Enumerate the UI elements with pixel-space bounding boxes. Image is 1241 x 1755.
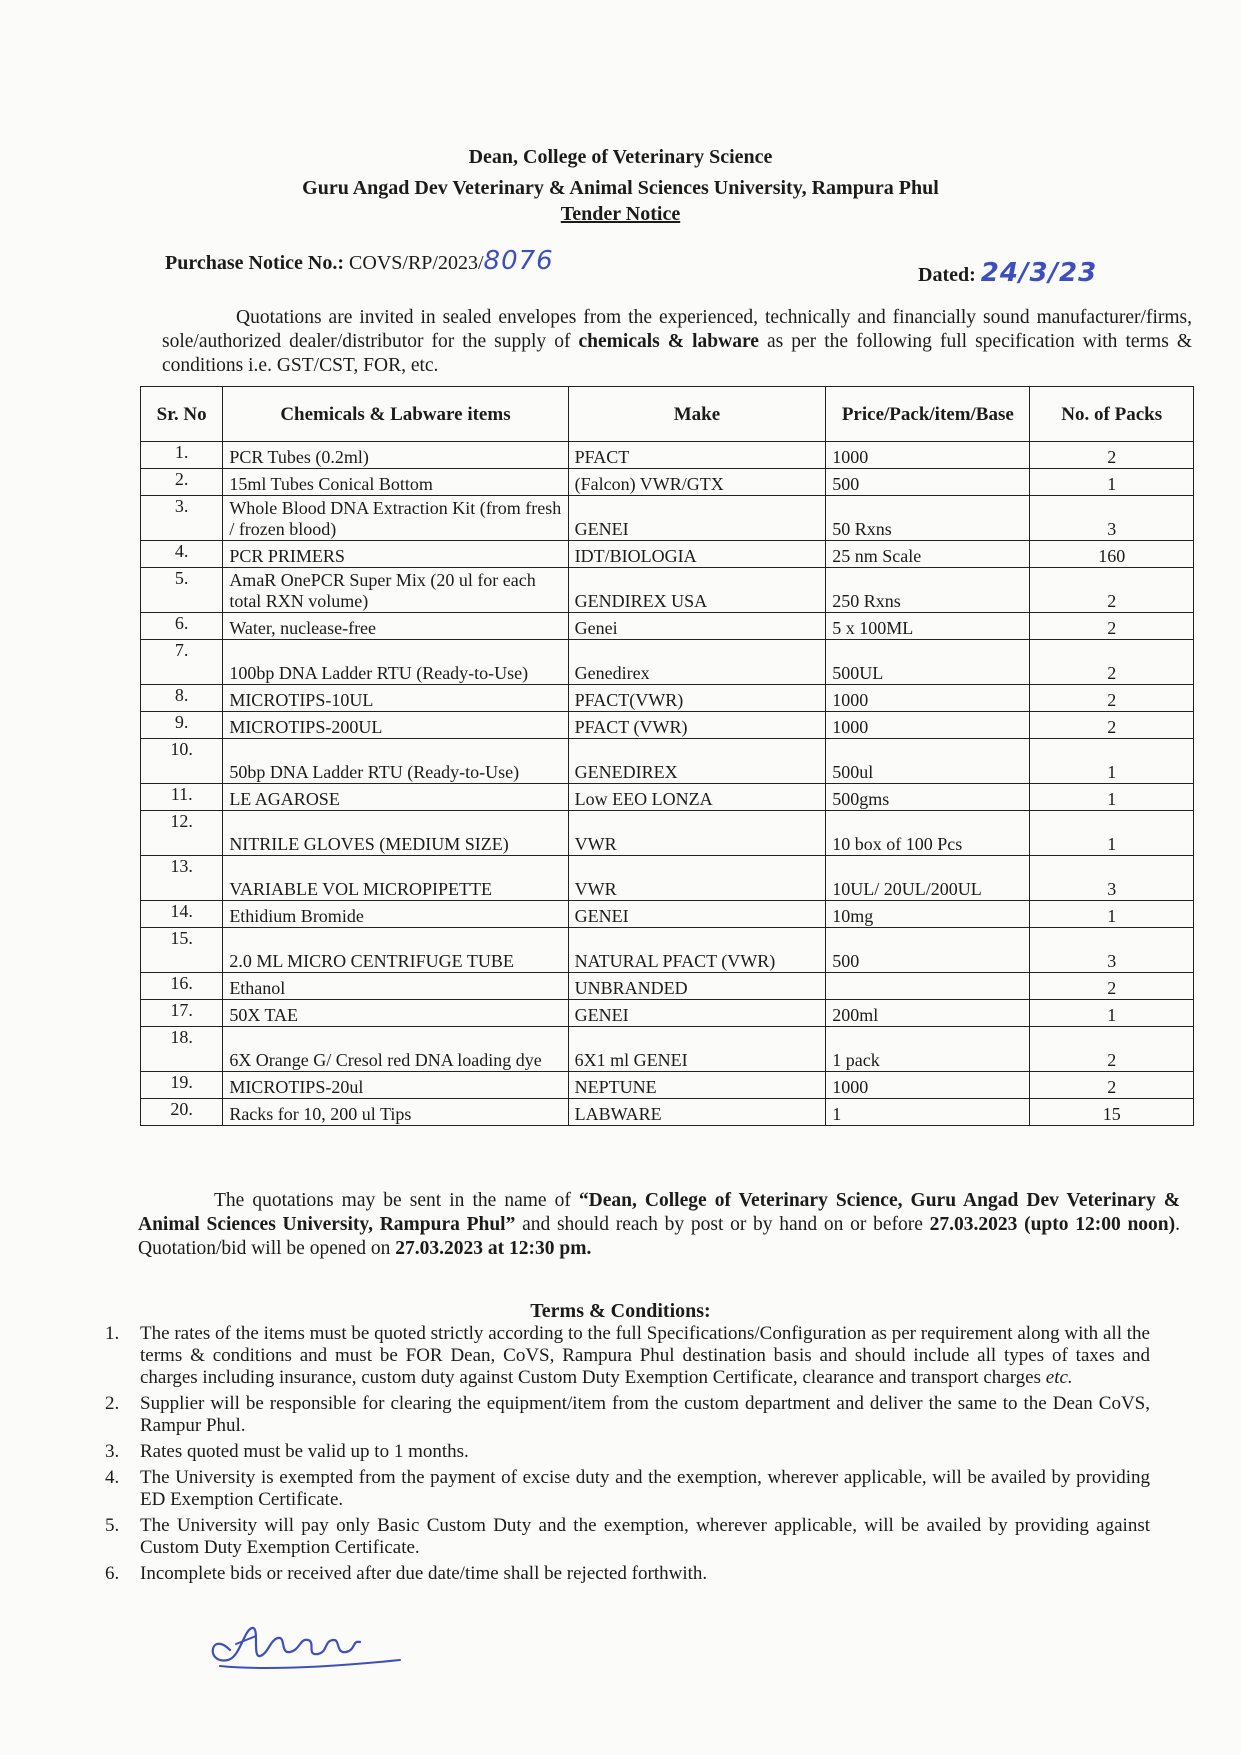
cell-item: Ethanol bbox=[223, 973, 568, 1000]
term-number: 6. bbox=[105, 1563, 120, 1584]
cell-packs: 15 bbox=[1030, 1099, 1194, 1126]
cell-sr: 17. bbox=[141, 1000, 223, 1027]
cell-price: 500ul bbox=[826, 739, 1030, 784]
dated-label: Dated: bbox=[918, 264, 976, 286]
list-item bbox=[105, 1323, 1150, 1389]
table-row bbox=[141, 712, 1194, 739]
header-price: Price/Pack/item/Base bbox=[826, 387, 1030, 442]
cell-price: 250 Rxns bbox=[826, 568, 1030, 613]
term-text: The University will pay only Basic Custom Duty and the exemption, wherever applicable, will be availed by providing against Custom Duty Exemption Certificate. bbox=[140, 1515, 1150, 1558]
cell-packs: 1 bbox=[1030, 901, 1194, 928]
cell-make: Genedirex bbox=[568, 640, 826, 685]
cell-make: UNBRANDED bbox=[568, 973, 826, 1000]
date-line bbox=[918, 258, 1097, 288]
cell-item: MICROTIPS-200UL bbox=[223, 712, 568, 739]
terms-list bbox=[105, 1323, 1150, 1589]
cell-make: NATURAL PFACT (VWR) bbox=[568, 928, 826, 973]
cell-make: (Falcon) VWR/GTX bbox=[568, 469, 826, 496]
table-row bbox=[141, 1000, 1194, 1027]
intro-paragraph bbox=[162, 306, 1192, 378]
cell-sr: 9. bbox=[141, 712, 223, 739]
header-line-1: Dean, College of Veterinary Science bbox=[468, 146, 773, 168]
cell-item: NITRILE GLOVES (MEDIUM SIZE) bbox=[223, 811, 568, 856]
table-row bbox=[141, 811, 1194, 856]
cell-packs: 2 bbox=[1030, 613, 1194, 640]
cell-make: PFACT(VWR) bbox=[568, 685, 826, 712]
quote-deadline: 27.03.2023 (upto 12:00 noon) bbox=[929, 1214, 1176, 1235]
table-row bbox=[141, 1027, 1194, 1072]
cell-price: 25 nm Scale bbox=[826, 541, 1030, 568]
cell-make: NEPTUNE bbox=[568, 1072, 826, 1099]
purchase-notice-prefix: COVS/RP/2023/ bbox=[349, 252, 484, 274]
cell-packs: 1 bbox=[1030, 784, 1194, 811]
signature bbox=[200, 1610, 420, 1685]
cell-make: GENDIREX USA bbox=[568, 568, 826, 613]
cell-make: VWR bbox=[568, 811, 826, 856]
cell-sr: 3. bbox=[141, 496, 223, 541]
cell-sr: 19. bbox=[141, 1072, 223, 1099]
table-row bbox=[141, 613, 1194, 640]
table-row bbox=[141, 1072, 1194, 1099]
cell-sr: 6. bbox=[141, 613, 223, 640]
cell-make: VWR bbox=[568, 856, 826, 901]
header-packs: No. of Packs bbox=[1030, 387, 1194, 442]
cell-make: GENEI bbox=[568, 901, 826, 928]
cell-sr: 4. bbox=[141, 541, 223, 568]
term-number: 4. bbox=[105, 1467, 120, 1488]
cell-make: PFACT (VWR) bbox=[568, 712, 826, 739]
list-item bbox=[105, 1467, 1150, 1511]
cell-sr: 1. bbox=[141, 442, 223, 469]
cell-price: 1000 bbox=[826, 712, 1030, 739]
list-item bbox=[105, 1515, 1150, 1559]
cell-packs: 2 bbox=[1030, 568, 1194, 613]
term-number: 3. bbox=[105, 1441, 120, 1462]
table-row bbox=[141, 784, 1194, 811]
cell-packs: 2 bbox=[1030, 640, 1194, 685]
cell-price: 1 pack bbox=[826, 1027, 1030, 1072]
header-items: Chemicals & Labware items bbox=[223, 387, 568, 442]
cell-price: 1 bbox=[826, 1099, 1030, 1126]
cell-make: PFACT bbox=[568, 442, 826, 469]
cell-sr: 15. bbox=[141, 928, 223, 973]
table-row bbox=[141, 541, 1194, 568]
cell-price: 50 Rxns bbox=[826, 496, 1030, 541]
cell-packs: 3 bbox=[1030, 856, 1194, 901]
cell-price: 500 bbox=[826, 469, 1030, 496]
cell-packs: 3 bbox=[1030, 496, 1194, 541]
table-row bbox=[141, 928, 1194, 973]
term-text: The rates of the items must be quoted strictly according to the full Specifications/Configuration as per requirement along with all the terms & conditions and must be FOR Dean, CoVS, Rampura Phul destination basis and should include all types of taxes and charges including insurance, custom duty against Custom Duty Exemption Certificate, clearance and transport charges bbox=[140, 1323, 1150, 1388]
table-row bbox=[141, 568, 1194, 613]
cell-make: LABWARE bbox=[568, 1099, 826, 1126]
cell-packs: 2 bbox=[1030, 685, 1194, 712]
table-row bbox=[141, 685, 1194, 712]
quote-opening: 27.03.2023 at 12:30 pm. bbox=[395, 1238, 592, 1259]
term-number: 1. bbox=[105, 1323, 120, 1344]
quote-text-2: and should reach by post or by hand on or before bbox=[522, 1214, 923, 1235]
signature-scribble-icon bbox=[200, 1610, 420, 1680]
cell-sr: 16. bbox=[141, 973, 223, 1000]
purchase-notice-label: Purchase Notice No.: bbox=[165, 252, 345, 274]
table-header-row bbox=[141, 387, 1194, 442]
cell-packs: 1 bbox=[1030, 1000, 1194, 1027]
cell-item: Whole Blood DNA Extraction Kit (from fresh / frozen blood) bbox=[223, 496, 568, 541]
cell-sr: 8. bbox=[141, 685, 223, 712]
cell-price: 1000 bbox=[826, 685, 1030, 712]
table-row bbox=[141, 973, 1194, 1000]
cell-packs: 160 bbox=[1030, 541, 1194, 568]
quote-addressee: “Dean, College of Veterinary Science, Guru Angad Dev Veterinary & Animal Sciences University, Rampura Phul” bbox=[138, 1190, 1181, 1235]
term-number: 2. bbox=[105, 1393, 120, 1414]
cell-sr: 20. bbox=[141, 1099, 223, 1126]
cell-sr: 12. bbox=[141, 811, 223, 856]
table-row bbox=[141, 469, 1194, 496]
terms-title: Terms & Conditions: bbox=[530, 1300, 711, 1322]
handwritten-date: 24/3/23 bbox=[980, 258, 1098, 288]
cell-item: MICROTIPS-20ul bbox=[223, 1072, 568, 1099]
cell-item: 50X TAE bbox=[223, 1000, 568, 1027]
term-text: Rates quoted must be valid up to 1 months. bbox=[140, 1441, 469, 1462]
header-line-2: Guru Angad Dev Veterinary & Animal Sciences University, Rampura Phul bbox=[302, 177, 939, 199]
cell-price: 10mg bbox=[826, 901, 1030, 928]
cell-packs: 1 bbox=[1030, 469, 1194, 496]
cell-make: Low EEO LONZA bbox=[568, 784, 826, 811]
cell-packs: 2 bbox=[1030, 973, 1194, 1000]
cell-packs: 1 bbox=[1030, 739, 1194, 784]
cell-sr: 13. bbox=[141, 856, 223, 901]
cell-price: 10UL/ 20UL/200UL bbox=[826, 856, 1030, 901]
term-tail: etc. bbox=[1045, 1367, 1073, 1388]
table-row bbox=[141, 640, 1194, 685]
cell-item: Racks for 10, 200 ul Tips bbox=[223, 1099, 568, 1126]
cell-packs: 1 bbox=[1030, 811, 1194, 856]
purchase-notice-number bbox=[165, 246, 554, 276]
header-make: Make bbox=[568, 387, 826, 442]
handwritten-notice-number: 8076 bbox=[483, 246, 554, 276]
list-item bbox=[105, 1441, 1150, 1463]
term-text: Incomplete bids or received after due date/time shall be rejected forthwith. bbox=[140, 1563, 708, 1584]
cell-item: VARIABLE VOL MICROPIPETTE bbox=[223, 856, 568, 901]
cell-sr: 7. bbox=[141, 640, 223, 685]
cell-sr: 14. bbox=[141, 901, 223, 928]
cell-item: 2.0 ML MICRO CENTRIFUGE TUBE bbox=[223, 928, 568, 973]
table-row bbox=[141, 1099, 1194, 1126]
submission-paragraph bbox=[138, 1189, 1180, 1261]
cell-price bbox=[826, 973, 1030, 1000]
cell-sr: 10. bbox=[141, 739, 223, 784]
cell-make: GENEI bbox=[568, 1000, 826, 1027]
cell-make: GENEDIREX bbox=[568, 739, 826, 784]
cell-packs: 2 bbox=[1030, 442, 1194, 469]
cell-sr: 5. bbox=[141, 568, 223, 613]
cell-price: 5 x 100ML bbox=[826, 613, 1030, 640]
cell-packs: 2 bbox=[1030, 1072, 1194, 1099]
cell-sr: 2. bbox=[141, 469, 223, 496]
cell-item: AmaR OnePCR Super Mix (20 ul for each total RXN volume) bbox=[223, 568, 568, 613]
table-row bbox=[141, 442, 1194, 469]
items-table bbox=[140, 386, 1194, 1126]
term-text: Supplier will be responsible for clearing the equipment/item from the custom department and deliver the same to the Dean CoVS, Rampur Phul. bbox=[140, 1393, 1150, 1436]
header-title: Tender Notice bbox=[560, 203, 681, 225]
cell-sr: 11. bbox=[141, 784, 223, 811]
cell-item: 6X Orange G/ Cresol red DNA loading dye bbox=[223, 1027, 568, 1072]
cell-item: Water, nuclease-free bbox=[223, 613, 568, 640]
cell-item: PCR PRIMERS bbox=[223, 541, 568, 568]
cell-price: 500 bbox=[826, 928, 1030, 973]
cell-item: PCR Tubes (0.2ml) bbox=[223, 442, 568, 469]
cell-make: GENEI bbox=[568, 496, 826, 541]
cell-packs: 3 bbox=[1030, 928, 1194, 973]
cell-item: LE AGAROSE bbox=[223, 784, 568, 811]
cell-item: MICROTIPS-10UL bbox=[223, 685, 568, 712]
cell-price: 1000 bbox=[826, 442, 1030, 469]
header-sr-no: Sr. No bbox=[141, 387, 223, 442]
cell-price: 10 box of 100 Pcs bbox=[826, 811, 1030, 856]
list-item bbox=[105, 1393, 1150, 1437]
cell-item: 100bp DNA Ladder RTU (Ready-to-Use) bbox=[223, 640, 568, 685]
table-row bbox=[141, 901, 1194, 928]
cell-price: 1000 bbox=[826, 1072, 1030, 1099]
cell-make: IDT/BIOLOGIA bbox=[568, 541, 826, 568]
cell-price: 500UL bbox=[826, 640, 1030, 685]
cell-item: Ethidium Bromide bbox=[223, 901, 568, 928]
table-row bbox=[141, 856, 1194, 901]
table-row bbox=[141, 496, 1194, 541]
intro-text: Quotations are invited in sealed envelopes from the experienced, technically and financially sound manufacturer/firms, sole/authorized dealer/distributor for the supply of bbox=[162, 307, 1192, 352]
cell-price: 200ml bbox=[826, 1000, 1030, 1027]
cell-item: 50bp DNA Ladder RTU (Ready-to-Use) bbox=[223, 739, 568, 784]
table-row bbox=[141, 739, 1194, 784]
quote-text-1: The quotations may be sent in the name of bbox=[214, 1190, 571, 1211]
cell-make: 6X1 ml GENEI bbox=[568, 1027, 826, 1072]
cell-sr: 18. bbox=[141, 1027, 223, 1072]
intro-tail: as per the following full specification with terms & conditions i.e. GST/CST, FOR, etc. bbox=[162, 331, 1193, 376]
cell-packs: 2 bbox=[1030, 1027, 1194, 1072]
term-number: 5. bbox=[105, 1515, 120, 1536]
cell-item: 15ml Tubes Conical Bottom bbox=[223, 469, 568, 496]
quote-text-3: . Quotation/bid will be opened on bbox=[138, 1214, 1181, 1259]
term-text: The University is exempted from the payment of excise duty and the exemption, wherever applicable, will be availed by providing ED Exemption Certificate. bbox=[140, 1467, 1150, 1510]
cell-packs: 2 bbox=[1030, 712, 1194, 739]
cell-price: 500gms bbox=[826, 784, 1030, 811]
intro-bold: chemicals & labware bbox=[578, 331, 759, 352]
cell-make: Genei bbox=[568, 613, 826, 640]
list-item bbox=[105, 1563, 1150, 1585]
